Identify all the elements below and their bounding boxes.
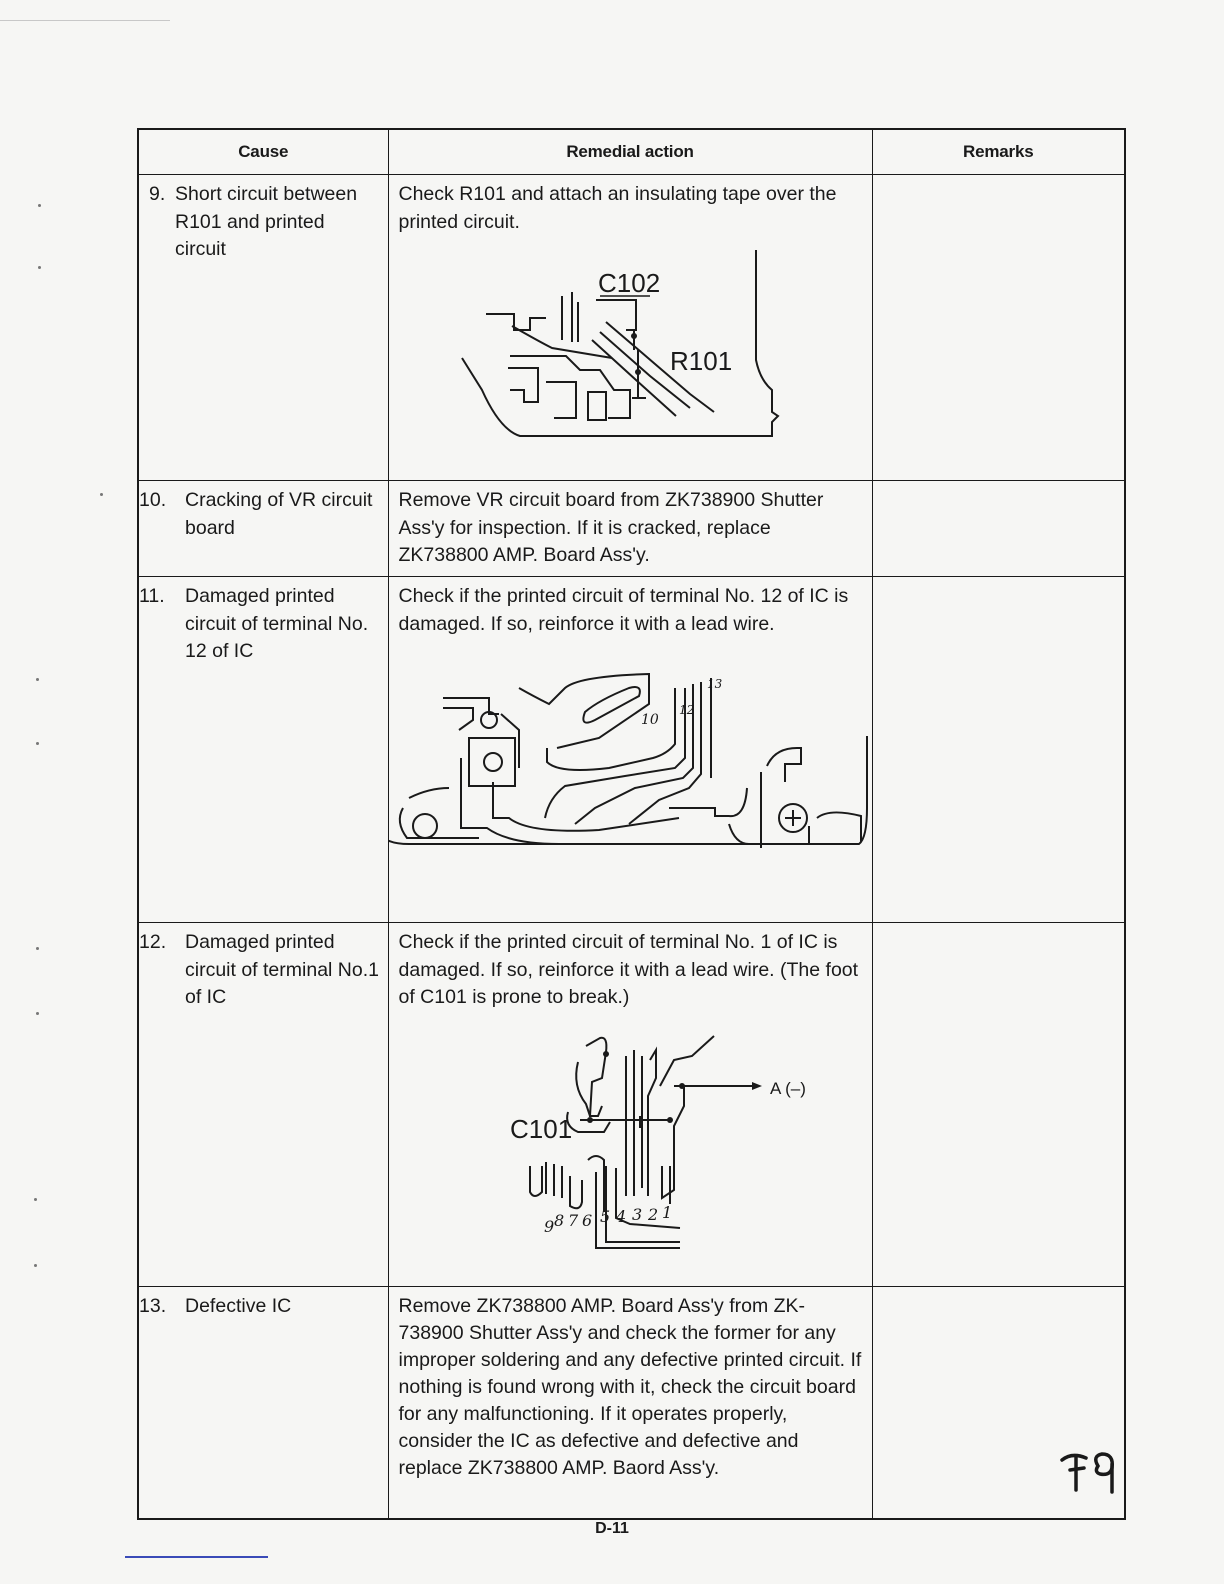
pin-label: 3 [632, 1204, 643, 1224]
margin-mark [34, 1198, 37, 1201]
cause-text: Damaged printed circuit of terminal No.1 of IC [185, 931, 379, 1008]
action-cell [388, 175, 872, 481]
remarks-cell [872, 481, 1125, 577]
table-header-row [138, 129, 1125, 175]
action-text: Check R101 and attach an insulating tape over the printed circuit. [398, 183, 837, 233]
pin-label: 9 [544, 1216, 555, 1236]
pin-label: 1 [662, 1202, 673, 1222]
label-terminal-12: 12 [678, 703, 694, 717]
r101-circuit-diagram [400, 240, 860, 450]
row-number: 9. [149, 183, 166, 205]
action-text: Remove VR circuit board from ZK738900 Shutter Ass'y for inspection. If it is cracked, replace ZK738800 AMP. Board Ass'y. [398, 489, 824, 566]
table-row [138, 1287, 1125, 1519]
action-cell [388, 1287, 872, 1519]
margin-mark [38, 266, 41, 269]
action-text: Remove ZK738800 AMP. Board Ass'y from ZK-738900 Shutter Ass'y and check the former for any improper soldering and any defective printed circuit. If nothing is found wrong with it, check the circuit board for any malfunctioning. If it operates properly, consider the IC as defective and defective and replace ZK738800 AMP. Baord Ass'y. [398, 1295, 862, 1479]
cause-cell [138, 923, 388, 1287]
remarks-cell [872, 175, 1125, 481]
cause-cell [138, 577, 388, 923]
action-text: Check if the printed circuit of terminal No. 12 of IC is damaged. If so, reinforce it with a lead wire. [398, 585, 849, 635]
label-c101: C101 [510, 1113, 573, 1144]
pin-label: 2 [648, 1204, 659, 1224]
header-cause: Cause [138, 129, 388, 175]
margin-mark [36, 947, 39, 950]
header-remedial-action: Remedial action [388, 129, 872, 175]
pin-label: 5 [600, 1206, 611, 1226]
remarks-cell [872, 577, 1125, 923]
pin-label: 4 [616, 1206, 627, 1226]
terminal-12-circuit-diagram [389, 648, 873, 878]
cause-text: Damaged printed circuit of terminal No. 12 of IC [185, 585, 369, 662]
bottom-rule [125, 1556, 268, 1558]
action-text: Check if the printed circuit of terminal No. 1 of IC is damaged. If so, reinforce it with a lead wire. (The foot of C101 is prone to break.) [398, 931, 859, 1008]
margin-mark [100, 493, 103, 496]
pin-label: 6 [582, 1210, 593, 1230]
pin-label: 7 [568, 1210, 579, 1230]
table-row [138, 175, 1125, 481]
label-c102: C102 [598, 268, 661, 298]
pin-label: 8 [554, 1210, 565, 1230]
margin-mark [36, 1012, 39, 1015]
cause-cell [138, 175, 388, 481]
handwritten-initials [1058, 1446, 1122, 1496]
row-number: 11. [139, 585, 165, 607]
margin-mark [34, 1264, 37, 1267]
header-remarks: Remarks [872, 129, 1125, 175]
page-number: D-11 [595, 1520, 629, 1537]
cause-cell [138, 1287, 388, 1519]
action-cell [388, 481, 872, 577]
cause-text: Short circuit between R101 and printed circuit [175, 183, 358, 260]
action-cell [388, 577, 872, 923]
label-terminal-13: 13 [706, 677, 722, 691]
top-rule [0, 20, 170, 21]
table-row [138, 481, 1125, 577]
margin-mark [38, 204, 41, 207]
cause-cell [138, 481, 388, 577]
cause-text: Defective IC [185, 1295, 292, 1317]
label-terminal-10: 10 [640, 712, 659, 728]
row-number: 10. [139, 489, 167, 511]
cause-text: Cracking of VR circuit board [185, 489, 373, 539]
terminal-1-circuit-diagram [430, 1016, 830, 1252]
row-number: 12. [139, 931, 167, 953]
label-r101: R101 [670, 346, 733, 376]
row-number: 13. [139, 1295, 167, 1317]
label-a-minus: A (–) [770, 1078, 806, 1098]
table-row [138, 923, 1125, 1287]
margin-mark [36, 742, 39, 745]
action-cell [388, 923, 872, 1287]
remarks-cell [872, 923, 1125, 1287]
table-row [138, 577, 1125, 923]
margin-mark [36, 678, 39, 681]
troubleshooting-table [137, 128, 1126, 1520]
